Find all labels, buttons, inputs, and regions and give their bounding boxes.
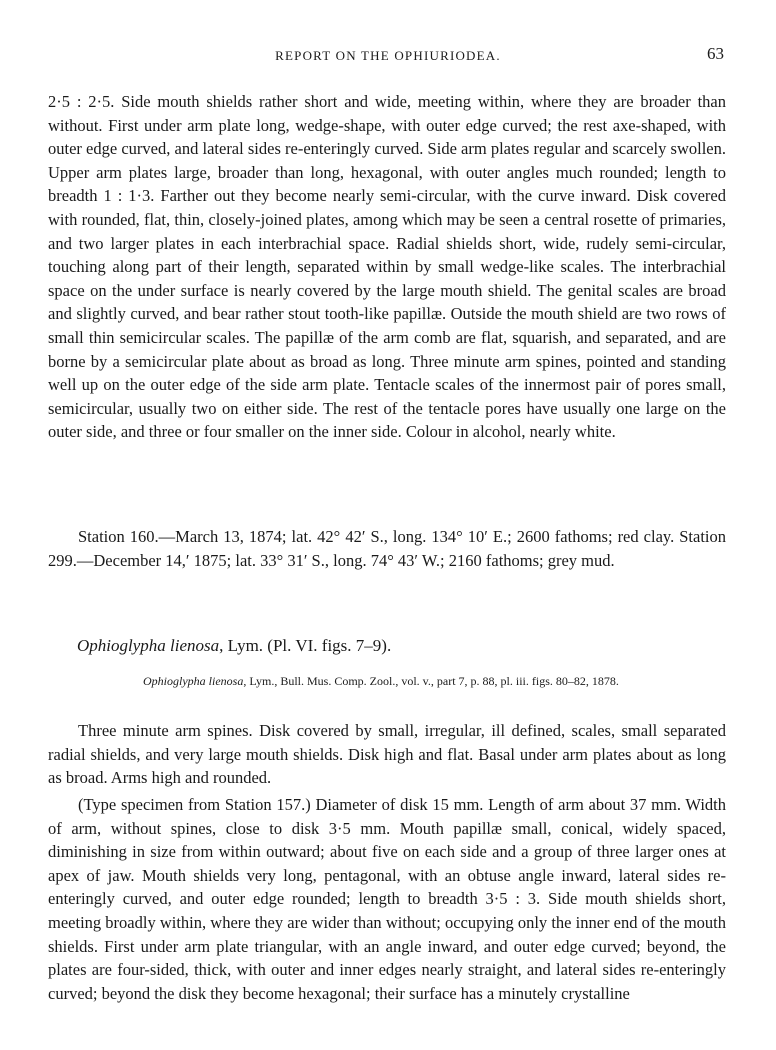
body-text-stations <box>48 525 726 572</box>
paragraph-type-specimen: (Type specimen from Station 157.) Diameter of disk 15 mm. Length of arm about 37 mm. Width of arm, without spines, close to disk 3·5 mm. Mouth papillæ small, conical, widely spaced, diminishing in size from within outward; about five on each side and a group of three larger ones at apex of jaw. Mouth shields very long, pentagonal, with an obtuse angle inward, lateral sides re-enteringly curved, and outer edge rounded; length to breadth 3·5 : 3. Side mouth shields short, meeting broadly within, where they are wider than without; occupying only the inner end of the mouth shields. First under arm plate triangular, with an angle inward, and outer edge curved; beyond, the plates are four-sided, thick, with outer and inner edges nearly straight, and lateral sides re-enteringly curved; beyond the disk they become hexagonal; their surface has a minutely crystalline <box>48 795 726 1003</box>
species-name: Ophioglypha lienosa <box>77 636 220 655</box>
body-text-continued <box>48 90 726 444</box>
citation-name: Ophioglypha lienosa <box>143 674 244 688</box>
paragraph-stations: Station 160.—March 13, 1874; lat. 42° 42′ S., long. 134° 10′ E.; 2600 fathoms; red clay. Station 299.—December 14,′ 1875; lat. 33° 31′ S., long. 74° 43′ W.; 2160 fathoms; grey mud. <box>48 527 726 570</box>
paragraph-description: 2·5 : 2·5. Side mouth shields rather short and wide, meeting within, where they are broader than without. First under arm plate long, wedge-shape, with outer edge curved; the rest axe-shaped, with outer edge curved, and lateral sides re-enteringly curved. Side arm plates regular and scarcely swollen. Upper arm plates large, broader than long, hexagonal, with outer angles much rounded; length to breadth 1 : 1·3. Farther out they become nearly semi-circular, with the curve inward. Disk covered with rounded, flat, thin, closely-joined plates, among which may be seen a central rosette of primaries, and two larger plates in each interbrachial space. Radial shields short, wide, rudely semi-circular, touching along part of their length, separated within by small wedge-like scales. The interbrachial space on the under surface is nearly covered by the large mouth shield. The genital scales are broad and slightly curved, and bear rather stout tooth-like papillæ. Outside the mouth shield are two rows of small thin semicircular scales. The papillæ of the arm comb are flat, squarish, and separated, and are borne by a semicircular plate about as broad as long. Three minute arm spines, pointed and standing well up on the outer edge of the side arm plate. Tentacle scales of the innermost pair of pores small, semicircular, usually two on either side. The rest of the tentacle pores have usually one large on the outer side, and three or four smaller on the inner side. Colour in alcohol, nearly white. <box>48 92 726 442</box>
page-header <box>48 44 728 68</box>
body-text-type-specimen <box>48 793 726 1005</box>
species-heading <box>77 636 391 656</box>
page-number: 63 <box>707 44 724 63</box>
body-text-diagnosis <box>48 719 726 790</box>
paragraph-diagnosis: Three minute arm spines. Disk covered by small, irregular, ill defined, scales, small separated radial shields, and very large mouth shields. Disk high and flat. Basal under arm plates about as long as broad. Arms high and rounded. <box>48 721 726 788</box>
citation-reference: , Lym., Bull. Mus. Comp. Zool., vol. v., part 7, p. 88, pl. iii. figs. 80–82, 1878. <box>243 674 619 688</box>
synonymy-citation <box>144 672 726 690</box>
species-authority: , Lym. (Pl. VI. figs. 7–9). <box>219 636 392 655</box>
running-title: REPORT ON THE OPHIURIODEA. <box>275 48 501 63</box>
